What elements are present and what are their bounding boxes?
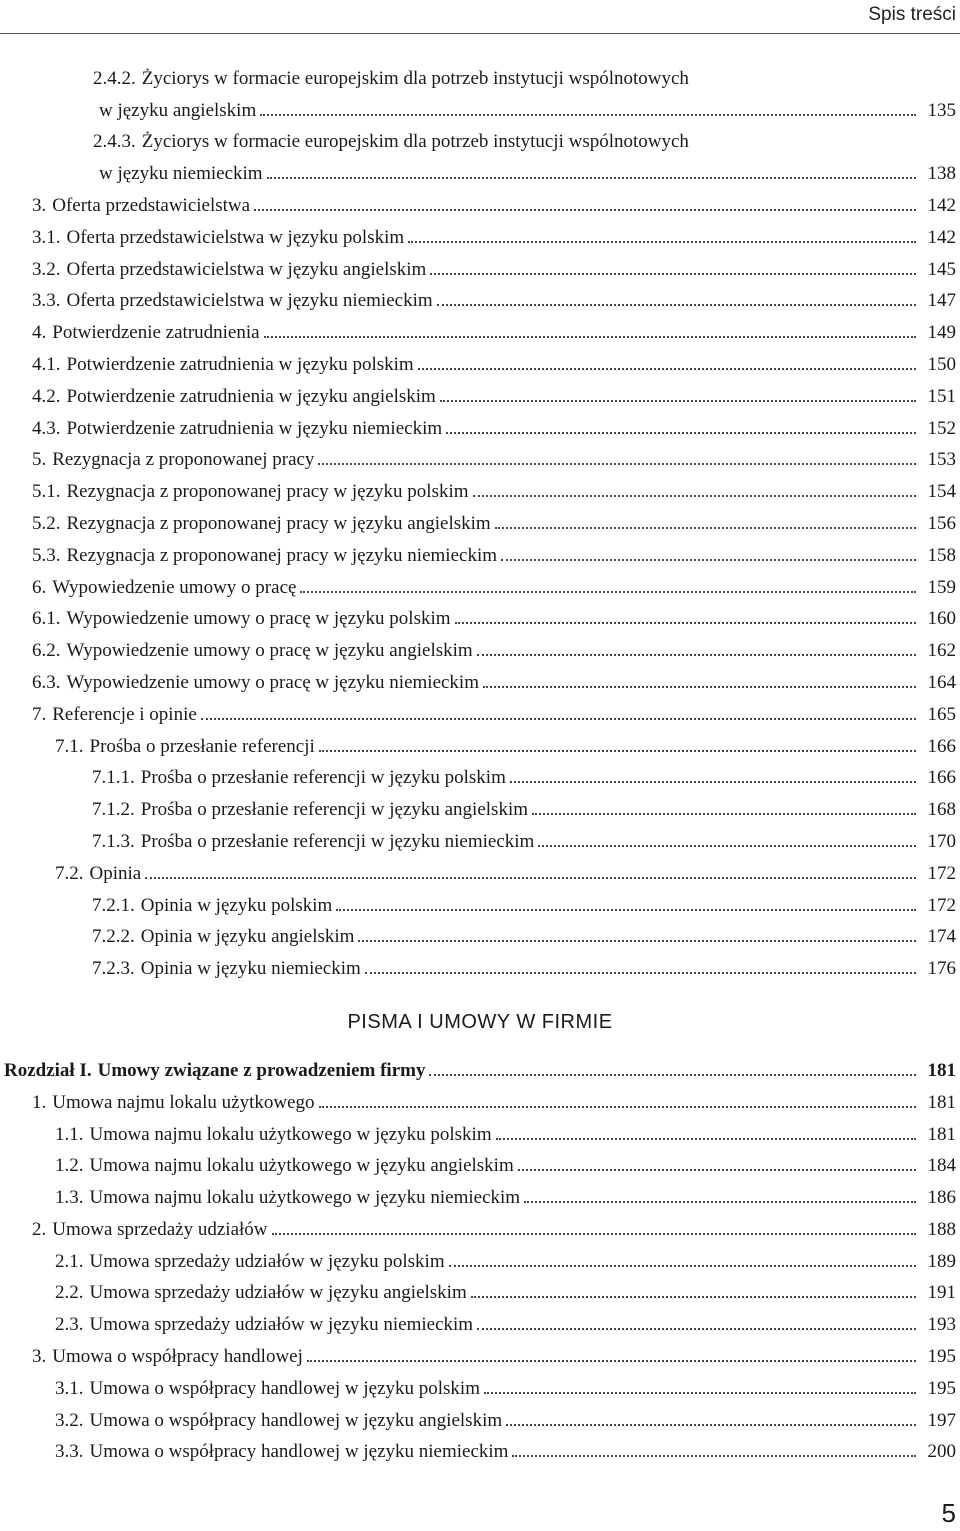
toc-entry-title: Umowa najmu lokalu użytkowego w języku polskim xyxy=(89,1123,492,1145)
toc-entry-page: 172 xyxy=(927,894,956,916)
dot-leader xyxy=(449,1265,916,1267)
toc-entry[interactable] xyxy=(0,1114,960,1146)
toc-entry-title: Rezygnacja z proponowanej pracy w języku angielskim xyxy=(66,512,491,534)
toc-entry-page: 176 xyxy=(927,958,956,980)
toc-entry[interactable] xyxy=(0,662,960,694)
toc-entry[interactable] xyxy=(0,1146,960,1178)
dot-leader xyxy=(501,559,916,561)
toc-entry[interactable] xyxy=(0,408,960,440)
toc-entry-number: 3.3. xyxy=(32,290,61,312)
toc-entry-page: 172 xyxy=(927,862,956,884)
toc-entry-number: 1.3. xyxy=(55,1187,84,1209)
toc-entry-title: Życiorys w formacie europejskim dla potrzeb instytucji wspólnotowych xyxy=(141,67,689,89)
toc-entry[interactable] xyxy=(0,758,960,790)
toc-entry-number: 7.1.3. xyxy=(92,830,135,852)
toc-entry-page: 181 xyxy=(927,1059,956,1081)
toc-entry[interactable] xyxy=(0,948,960,980)
toc-entry-page: 156 xyxy=(927,512,956,534)
dot-leader xyxy=(418,368,916,370)
toc-entry-page: 138 xyxy=(927,163,956,185)
toc-entry-number: 5. xyxy=(32,449,47,471)
toc-entry-page: 160 xyxy=(927,608,956,630)
dot-leader xyxy=(267,177,916,179)
dot-leader xyxy=(532,813,916,815)
toc-entry-title: Opinia w języku polskim xyxy=(140,894,333,916)
toc-entry[interactable] xyxy=(0,1432,960,1464)
toc-entry-number: 6. xyxy=(32,576,47,598)
toc-entry-page: 166 xyxy=(927,767,956,789)
dot-leader xyxy=(365,972,916,974)
toc-entry-title: Umowa o współpracy handlowej w języku polskim xyxy=(89,1377,480,1399)
toc-entry[interactable] xyxy=(0,344,960,376)
toc-entry-title: Umowa sprzedaży udziałów w języku angielskim xyxy=(89,1282,467,1304)
toc-entry-title: Opinia xyxy=(89,862,142,884)
toc-entry-title: Umowa najmu lokalu użytkowego w języku angielskim xyxy=(89,1155,514,1177)
toc-entry-number: 2.2. xyxy=(55,1282,84,1304)
dot-leader xyxy=(477,1328,916,1330)
dot-leader xyxy=(477,654,916,656)
dot-leader xyxy=(446,432,916,434)
toc-entry-page: 154 xyxy=(927,481,956,503)
toc-entry-title: Wypowiedzenie umowy o pracę w języku polskim xyxy=(66,608,451,630)
toc-entry[interactable] xyxy=(0,917,960,949)
dot-leader xyxy=(495,527,916,529)
toc-entry-number: 6.1. xyxy=(32,608,61,630)
toc-entry[interactable] xyxy=(0,1177,960,1209)
toc-entry-number: 7.2.2. xyxy=(92,926,135,948)
toc-entry-page: 145 xyxy=(927,258,956,280)
toc-entry-page: 195 xyxy=(927,1377,956,1399)
toc-entry-title: Oferta przedstawicielstwa w języku niemieckim xyxy=(66,290,433,312)
dot-leader xyxy=(319,1106,916,1108)
dot-leader xyxy=(510,781,916,783)
toc-entry-page: 164 xyxy=(927,671,956,693)
dot-leader xyxy=(430,273,916,275)
dot-leader xyxy=(538,845,916,847)
toc-entry-page: 162 xyxy=(927,640,956,662)
toc-entry[interactable] xyxy=(0,1304,960,1336)
toc-entry-page: 168 xyxy=(927,799,956,821)
toc-entry-number: 3.1. xyxy=(55,1377,84,1399)
toc-entry[interactable] xyxy=(0,694,960,726)
toc-entry-title: Potwierdzenie zatrudnienia w języku polskim xyxy=(66,353,414,375)
dot-leader xyxy=(518,1169,916,1171)
dot-leader xyxy=(440,400,916,402)
dot-leader xyxy=(471,1296,916,1298)
dot-leader xyxy=(524,1201,916,1203)
table-of-contents xyxy=(0,58,960,1463)
toc-entry-number: 5.1. xyxy=(32,481,61,503)
toc-entry-page: 200 xyxy=(927,1441,956,1463)
toc-entry-title: Umowa sprzedaży udziałów w języku polskim xyxy=(89,1250,445,1272)
toc-entry-title: Rezygnacja z proponowanej pracy xyxy=(52,449,315,471)
toc-entry-title: Życiorys w formacie europejskim dla potrzeb instytucji wspólnotowych xyxy=(141,131,689,153)
dot-leader xyxy=(272,1233,916,1235)
dot-leader xyxy=(145,877,916,879)
dot-leader xyxy=(201,718,916,720)
toc-entry[interactable] xyxy=(0,1336,960,1368)
toc-entry-page: 142 xyxy=(927,226,956,248)
dot-leader xyxy=(336,909,916,911)
toc-entry[interactable] xyxy=(0,535,960,567)
toc-entry[interactable] xyxy=(0,58,960,90)
toc-entry-number: 7.1. xyxy=(55,735,84,757)
toc-entry[interactable] xyxy=(0,1082,960,1114)
dot-leader xyxy=(437,304,916,306)
toc-entry-title: Oferta przedstawicielstwa xyxy=(52,194,251,216)
toc-entry-title: Umowa najmu lokalu użytkowego w języku niemieckim xyxy=(89,1187,521,1209)
toc-entry[interactable] xyxy=(0,1050,960,1082)
toc-entry-page: 166 xyxy=(927,735,956,757)
toc-entry-number: 4.3. xyxy=(32,417,61,439)
toc-entry-number: 2.1. xyxy=(55,1250,84,1272)
toc-entry-title: Referencje i opinie xyxy=(52,703,197,725)
toc-entry[interactable] xyxy=(0,376,960,408)
dot-leader xyxy=(300,591,916,593)
toc-entry-number: 2.3. xyxy=(55,1314,84,1336)
toc-entry-page: 159 xyxy=(927,576,956,598)
toc-entry-title: Opinia w języku angielskim xyxy=(140,926,355,948)
toc-entry-title: Potwierdzenie zatrudnienia w języku angielskim xyxy=(66,385,436,407)
toc-entry-number: 3. xyxy=(32,1346,47,1368)
toc-entry-page: 191 xyxy=(927,1282,956,1304)
toc-entry[interactable] xyxy=(0,1368,960,1400)
toc-entry-title: w języku niemieckim xyxy=(99,163,263,185)
toc-entry[interactable] xyxy=(0,312,960,344)
toc-entry[interactable] xyxy=(0,90,960,122)
dot-leader xyxy=(254,209,916,211)
toc-entry[interactable] xyxy=(0,153,960,185)
header-rule xyxy=(0,33,960,34)
toc-entry-title: Umowa o współpracy handlowej w języku niemieckim xyxy=(89,1441,509,1463)
toc-entry-title: Prośba o przesłanie referencji xyxy=(89,735,315,757)
toc-entry-title: Umowa sprzedaży udziałów xyxy=(52,1218,268,1240)
toc-entry-page: 158 xyxy=(927,544,956,566)
toc-entry[interactable] xyxy=(0,789,960,821)
dot-leader xyxy=(264,336,916,338)
toc-entry-number: 3.2. xyxy=(55,1409,84,1431)
toc-entry-title: Prośba o przesłanie referencji w języku angielskim xyxy=(140,799,528,821)
toc-entry-number: 7.1.2. xyxy=(92,799,135,821)
toc-entry-number: 4. xyxy=(32,322,47,344)
toc-entry-title: Umowa o współpracy handlowej xyxy=(52,1346,303,1368)
toc-entry-number: 5.2. xyxy=(32,512,61,534)
toc-entry[interactable] xyxy=(0,1400,960,1432)
toc-entry-title: Potwierdzenie zatrudnienia xyxy=(52,322,260,344)
section-heading: PISMA I UMOWY W FIRMIE xyxy=(347,1011,613,1034)
dot-leader xyxy=(496,1138,916,1140)
toc-part-2 xyxy=(0,1050,960,1463)
toc-entry-page: 151 xyxy=(927,385,956,407)
toc-entry[interactable] xyxy=(0,821,960,853)
toc-entry-page: 135 xyxy=(927,99,956,121)
toc-entry-title: Wypowiedzenie umowy o pracę xyxy=(52,576,297,598)
toc-entry-number: 3.3. xyxy=(55,1441,84,1463)
toc-entry-page: 184 xyxy=(927,1155,956,1177)
toc-entry-page: 188 xyxy=(927,1218,956,1240)
toc-entry-number: 3.1. xyxy=(32,226,61,248)
toc-entry-page: 152 xyxy=(927,417,956,439)
toc-entry-title: Prośba o przesłanie referencji w języku niemieckim xyxy=(140,830,535,852)
toc-entry-page: 189 xyxy=(927,1250,956,1272)
toc-entry-title: Wypowiedzenie umowy o pracę w języku angielskim xyxy=(66,640,473,662)
dot-leader xyxy=(408,241,916,243)
dot-leader xyxy=(484,1392,916,1394)
toc-entry-page: 181 xyxy=(927,1123,956,1145)
toc-entry-title: Prośba o przesłanie referencji w języku polskim xyxy=(140,767,506,789)
toc-entry-page: 153 xyxy=(927,449,956,471)
toc-entry[interactable] xyxy=(0,630,960,662)
dot-leader xyxy=(455,622,916,624)
toc-entry-page: 181 xyxy=(927,1091,956,1113)
toc-entry[interactable] xyxy=(0,567,960,599)
toc-entry-number: 7.2.1. xyxy=(92,894,135,916)
toc-entry[interactable] xyxy=(0,853,960,885)
toc-entry-number: 1. xyxy=(32,1091,47,1113)
toc-entry-number: 7.2. xyxy=(55,862,84,884)
toc-entry-number: 7. xyxy=(32,703,47,725)
toc-entry-page: 150 xyxy=(927,353,956,375)
toc-entry-title: Umowa o współpracy handlowej w języku angielskim xyxy=(89,1409,503,1431)
toc-entry-page: 165 xyxy=(927,703,956,725)
toc-entry-title: Oferta przedstawicielstwa w języku polskim xyxy=(66,226,405,248)
dot-leader xyxy=(506,1424,916,1426)
toc-entry[interactable] xyxy=(0,249,960,281)
toc-entry-number: 2.4.3. xyxy=(93,131,136,153)
toc-entry[interactable] xyxy=(0,440,960,472)
toc-entry-title: Potwierdzenie zatrudnienia w języku niemieckim xyxy=(66,417,443,439)
toc-entry-number: 2. xyxy=(32,1218,47,1240)
toc-part-1 xyxy=(0,58,960,980)
dot-leader xyxy=(473,495,916,497)
toc-entry-title: Umowa sprzedaży udziałów w języku niemieckim xyxy=(89,1314,474,1336)
toc-entry-number: 4.2. xyxy=(32,385,61,407)
toc-entry-number: 5.3. xyxy=(32,544,61,566)
toc-entry-title: Rezygnacja z proponowanej pracy w języku niemieckim xyxy=(66,544,497,566)
toc-entry-page: 197 xyxy=(927,1409,956,1431)
toc-entry-number: Rozdział I. xyxy=(4,1059,92,1081)
toc-entry-title: Umowa najmu lokalu użytkowego xyxy=(52,1091,315,1113)
toc-entry-number: 6.3. xyxy=(32,671,61,693)
toc-entry-number: 3. xyxy=(32,194,47,216)
toc-entry[interactable] xyxy=(0,281,960,313)
toc-entry[interactable] xyxy=(0,599,960,631)
toc-entry-title: Wypowiedzenie umowy o pracę w języku niemieckim xyxy=(66,671,479,693)
toc-entry-title: Rezygnacja z proponowanej pracy w języku polskim xyxy=(66,481,469,503)
toc-entry[interactable] xyxy=(0,1209,960,1241)
toc-entry-number: 1.2. xyxy=(55,1155,84,1177)
dot-leader xyxy=(318,463,916,465)
toc-entry-title: w języku angielskim xyxy=(99,99,257,121)
toc-entry-number: 7.1.1. xyxy=(92,767,135,789)
toc-entry-number: 1.1. xyxy=(55,1123,84,1145)
toc-entry-title: Oferta przedstawicielstwa w języku angielskim xyxy=(66,258,427,280)
toc-entry-page: 174 xyxy=(927,926,956,948)
toc-entry-page: 147 xyxy=(927,290,956,312)
toc-entry[interactable] xyxy=(0,1273,960,1305)
toc-entry[interactable] xyxy=(0,185,960,217)
toc-entry-title: Opinia w języku niemieckim xyxy=(140,958,361,980)
dot-leader xyxy=(358,940,916,942)
toc-entry-title: Umowy związane z prowadzeniem firmy xyxy=(97,1059,426,1081)
toc-entry-page: 186 xyxy=(927,1187,956,1209)
dot-leader xyxy=(260,114,916,116)
dot-leader xyxy=(307,1360,916,1362)
toc-entry-number: 6.2. xyxy=(32,640,61,662)
dot-leader xyxy=(319,750,916,752)
page-number: 5 xyxy=(941,1498,956,1528)
toc-entry-page: 142 xyxy=(927,194,956,216)
toc-entry[interactable] xyxy=(0,471,960,503)
toc-entry-page: 195 xyxy=(927,1346,956,1368)
toc-entry-page: 193 xyxy=(927,1314,956,1336)
toc-entry[interactable] xyxy=(0,503,960,535)
running-head-title: Spis treści xyxy=(868,4,956,25)
toc-entry-number: 7.2.3. xyxy=(92,958,135,980)
toc-entry-page: 170 xyxy=(927,830,956,852)
dot-leader xyxy=(429,1074,916,1076)
toc-entry[interactable] xyxy=(0,726,960,758)
toc-entry-number: 2.4.2. xyxy=(93,67,136,89)
toc-entry[interactable] xyxy=(0,885,960,917)
dot-leader xyxy=(483,686,916,688)
toc-entry[interactable] xyxy=(0,1241,960,1273)
dot-leader xyxy=(512,1455,916,1457)
toc-entry[interactable] xyxy=(0,217,960,249)
toc-entry[interactable] xyxy=(0,122,960,154)
toc-entry-number: 4.1. xyxy=(32,353,61,375)
toc-entry-number: 3.2. xyxy=(32,258,61,280)
toc-entry-page: 149 xyxy=(927,322,956,344)
